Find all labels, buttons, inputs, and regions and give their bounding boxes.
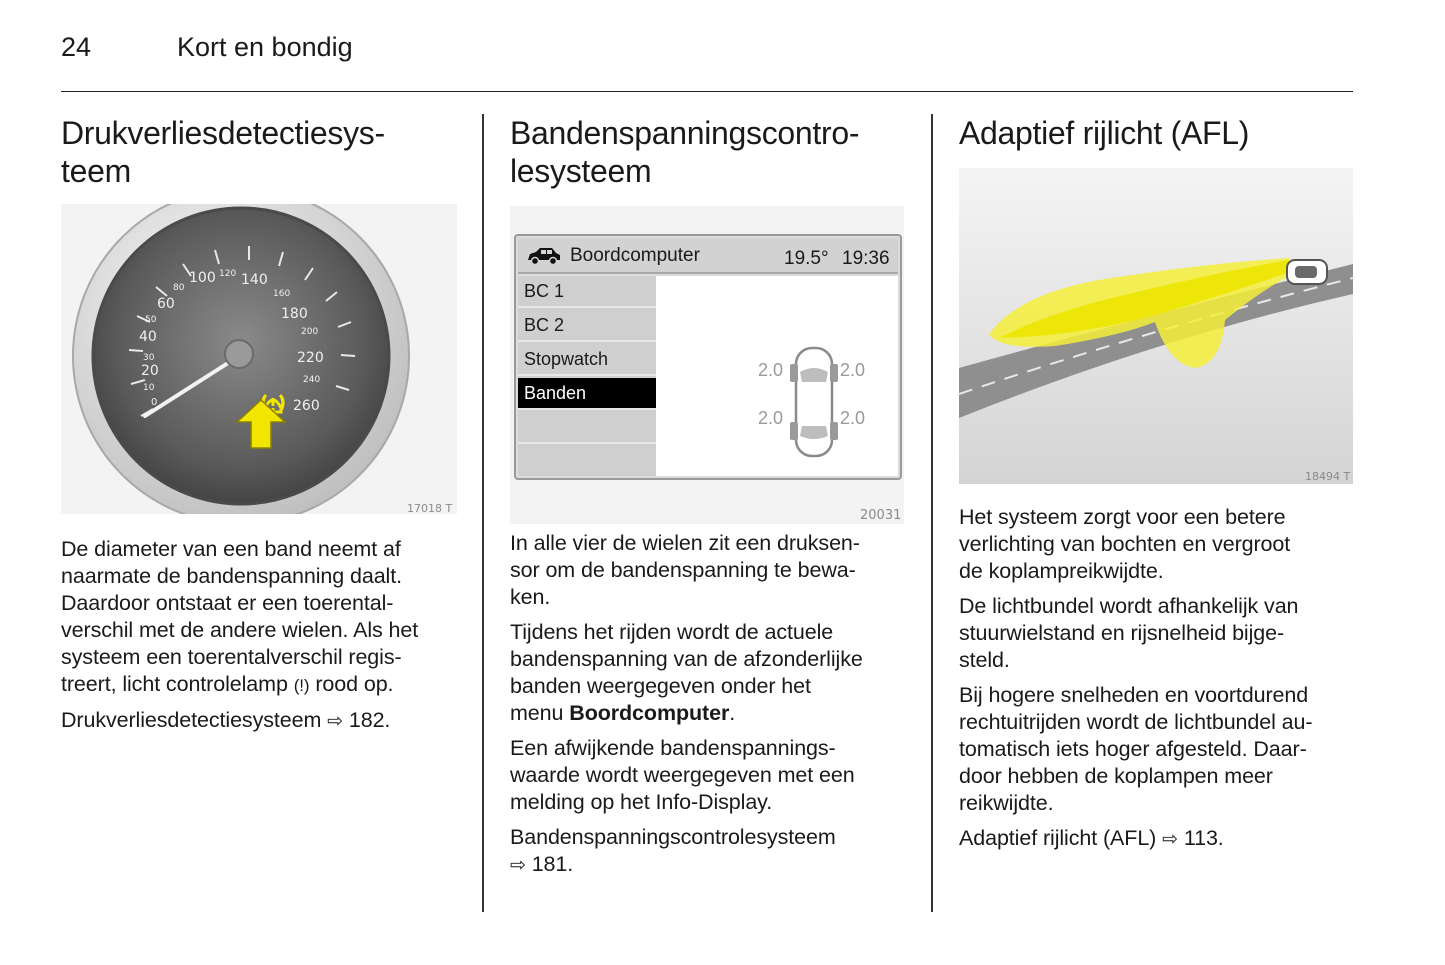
- text-segment: menu: [510, 701, 570, 725]
- text-line: [510, 700, 910, 727]
- reference-page: 181.: [525, 852, 574, 876]
- text-line: rechtuitrijden wordt de lichtbundel au-: [959, 710, 1313, 734]
- display-title: Boordcomputer: [570, 245, 700, 266]
- needle-hub: [225, 340, 253, 368]
- text-line: Daardoor ontstaat er een toerental-: [61, 591, 394, 615]
- speedometer-illustration: [61, 204, 457, 514]
- text-line: ken.: [510, 585, 551, 609]
- paragraph: [959, 593, 1359, 674]
- heading-line: teem: [61, 153, 131, 189]
- speed-label: 120: [219, 269, 237, 279]
- display-menu: [518, 276, 656, 476]
- text-segment: treert, licht controlelamp: [61, 672, 294, 696]
- speedometer-figure: [61, 204, 457, 514]
- section-body: [510, 530, 910, 879]
- text-line: naarmate de bandenspanning daalt.: [61, 564, 402, 588]
- section-body: [959, 504, 1359, 853]
- speed-label: 50: [145, 315, 157, 325]
- speed-label: 60: [157, 296, 175, 312]
- outside-temperature: 19.5°: [784, 248, 829, 269]
- info-display: [514, 234, 902, 480]
- menu-item-empty: [518, 412, 656, 444]
- paragraph: [959, 504, 1359, 585]
- text-line: door hebben de koplampen meer: [959, 764, 1273, 788]
- speed-label: 140: [241, 272, 268, 288]
- paragraph: [510, 530, 910, 611]
- column-divider-1: [482, 114, 484, 912]
- figure-id: 17018 T: [407, 502, 453, 515]
- tyre-pressure-rear-right: 2.0: [840, 408, 866, 428]
- menu-name-bold: Boordcomputer: [569, 701, 730, 725]
- reference-label: Bandenspanningscontrolesysteem: [510, 825, 836, 849]
- cross-reference[interactable]: [510, 824, 910, 879]
- page-header: [61, 30, 1353, 92]
- text-segment: .: [729, 701, 736, 725]
- tyre-pressure-view: [656, 276, 898, 476]
- speed-label: 30: [143, 353, 155, 363]
- speed-label: 0: [151, 397, 158, 408]
- display-header: [518, 238, 898, 274]
- reference-arrow-icon: ⇨: [1162, 829, 1178, 850]
- cross-reference[interactable]: [61, 707, 461, 735]
- heading-line: lesysteem: [510, 153, 652, 189]
- heading-line: Drukverliesdetectiesys-: [61, 115, 385, 151]
- menu-item-bc2[interactable]: BC 2: [518, 310, 656, 342]
- section-tyre-pressure-monitoring: [510, 114, 910, 887]
- text-segment: rood op.: [309, 672, 394, 696]
- page-number: 24: [61, 32, 92, 62]
- reference-label: Drukverliesdetectiesysteem: [61, 708, 328, 732]
- text-line: de koplampreikwijdte.: [959, 559, 1164, 583]
- speed-label: 160: [273, 289, 291, 299]
- reference-page: 182.: [342, 708, 391, 732]
- tpms-symbol-icon: (!): [293, 676, 310, 695]
- text-line: stuurwielstand en rijsnelheid bijge-: [959, 621, 1285, 645]
- car-icon: [1287, 260, 1327, 284]
- section-heading: [61, 114, 461, 190]
- section-heading: [510, 114, 910, 190]
- section-heading: Adaptief rijlicht (AFL): [959, 115, 1250, 151]
- text-line: systeem een toerentalverschil regis-: [61, 645, 402, 669]
- text-line: [61, 671, 461, 699]
- text-line: sor om de bandenspanning te bewa-: [510, 558, 856, 582]
- paragraph: [959, 682, 1359, 817]
- text-line: De diameter van een band neemt af: [61, 537, 401, 561]
- text-line: melding op het Info-Display.: [510, 790, 773, 814]
- speed-label: 20: [141, 363, 159, 379]
- board-computer-figure: [510, 206, 904, 524]
- cross-reference[interactable]: [959, 825, 1359, 853]
- text-line: steld.: [959, 648, 1010, 672]
- reference-arrow-icon: ⇨: [510, 855, 526, 876]
- speed-label: 40: [139, 329, 157, 345]
- text-line: verschil met de andere wielen. Als het: [61, 618, 419, 642]
- speed-label: 180: [281, 306, 308, 322]
- speed-label: 200: [301, 327, 319, 337]
- reference-label: Adaptief rijlicht (AFL): [959, 826, 1163, 850]
- text-line: In alle vier de wielen zit een druksen-: [510, 531, 860, 555]
- text-line: Tijdens het rijden wordt de actuele: [510, 620, 834, 644]
- menu-item-bc1[interactable]: BC 1: [518, 276, 656, 308]
- menu-item-stopwatch[interactable]: Stopwatch: [518, 344, 656, 376]
- figure-id: 18494 T: [1305, 470, 1351, 483]
- text-line: tomatisch iets hoger afgesteld. Daar-: [959, 737, 1307, 761]
- text-line: Bij hogere snelheden en voortdurend: [959, 683, 1309, 707]
- text-line: Het systeem zorgt voor een betere: [959, 505, 1286, 529]
- speed-label: 240: [303, 375, 321, 385]
- car-icon: [526, 246, 562, 266]
- section-adaptive-forward-lighting: [959, 114, 1359, 861]
- text-line: banden weergegeven onder het: [510, 674, 811, 698]
- afl-figure: [959, 168, 1353, 484]
- speed-label: 260: [293, 398, 320, 414]
- menu-item-banden[interactable]: Banden: [518, 378, 666, 410]
- tyre-pressure-front-left: 2.0: [758, 360, 784, 380]
- reference-page: 113.: [1177, 826, 1224, 850]
- speed-label: 80: [173, 283, 185, 293]
- clock-time: 19:36: [842, 248, 890, 269]
- paragraph: [510, 735, 910, 816]
- car-top-view-icon: [784, 342, 844, 462]
- section-pressure-loss-detection: [61, 114, 461, 743]
- text-line: reikwijdte.: [959, 791, 1054, 815]
- paragraph: [510, 619, 910, 727]
- text-line: bandenspanning van de afzonderlijke: [510, 647, 863, 671]
- chapter-title: Kort en bondig: [177, 32, 353, 62]
- paragraph: [61, 536, 461, 699]
- text-line: De lichtbundel wordt afhankelijk van: [959, 594, 1299, 618]
- tyre-pressure-rear-left: 2.0: [758, 408, 784, 428]
- heading-line: Bandenspanningscontro-: [510, 115, 860, 151]
- text-line: waarde wordt weergegeven met een: [510, 763, 855, 787]
- speed-label: 10: [143, 383, 155, 393]
- text-line: verlichting van bochten en vergroot: [959, 532, 1291, 556]
- figure-id: 20031: [860, 508, 902, 523]
- text-line: [510, 851, 910, 879]
- speed-label: 100: [189, 270, 216, 286]
- tyre-pressure-front-right: 2.0: [840, 360, 866, 380]
- column-divider-2: [931, 114, 933, 912]
- section-body: [61, 536, 461, 735]
- afl-beam-illustration: [959, 168, 1353, 484]
- text-line: Een afwijkende bandenspannings-: [510, 736, 836, 760]
- speed-label: 220: [297, 350, 324, 366]
- reference-arrow-icon: ⇨: [327, 711, 343, 732]
